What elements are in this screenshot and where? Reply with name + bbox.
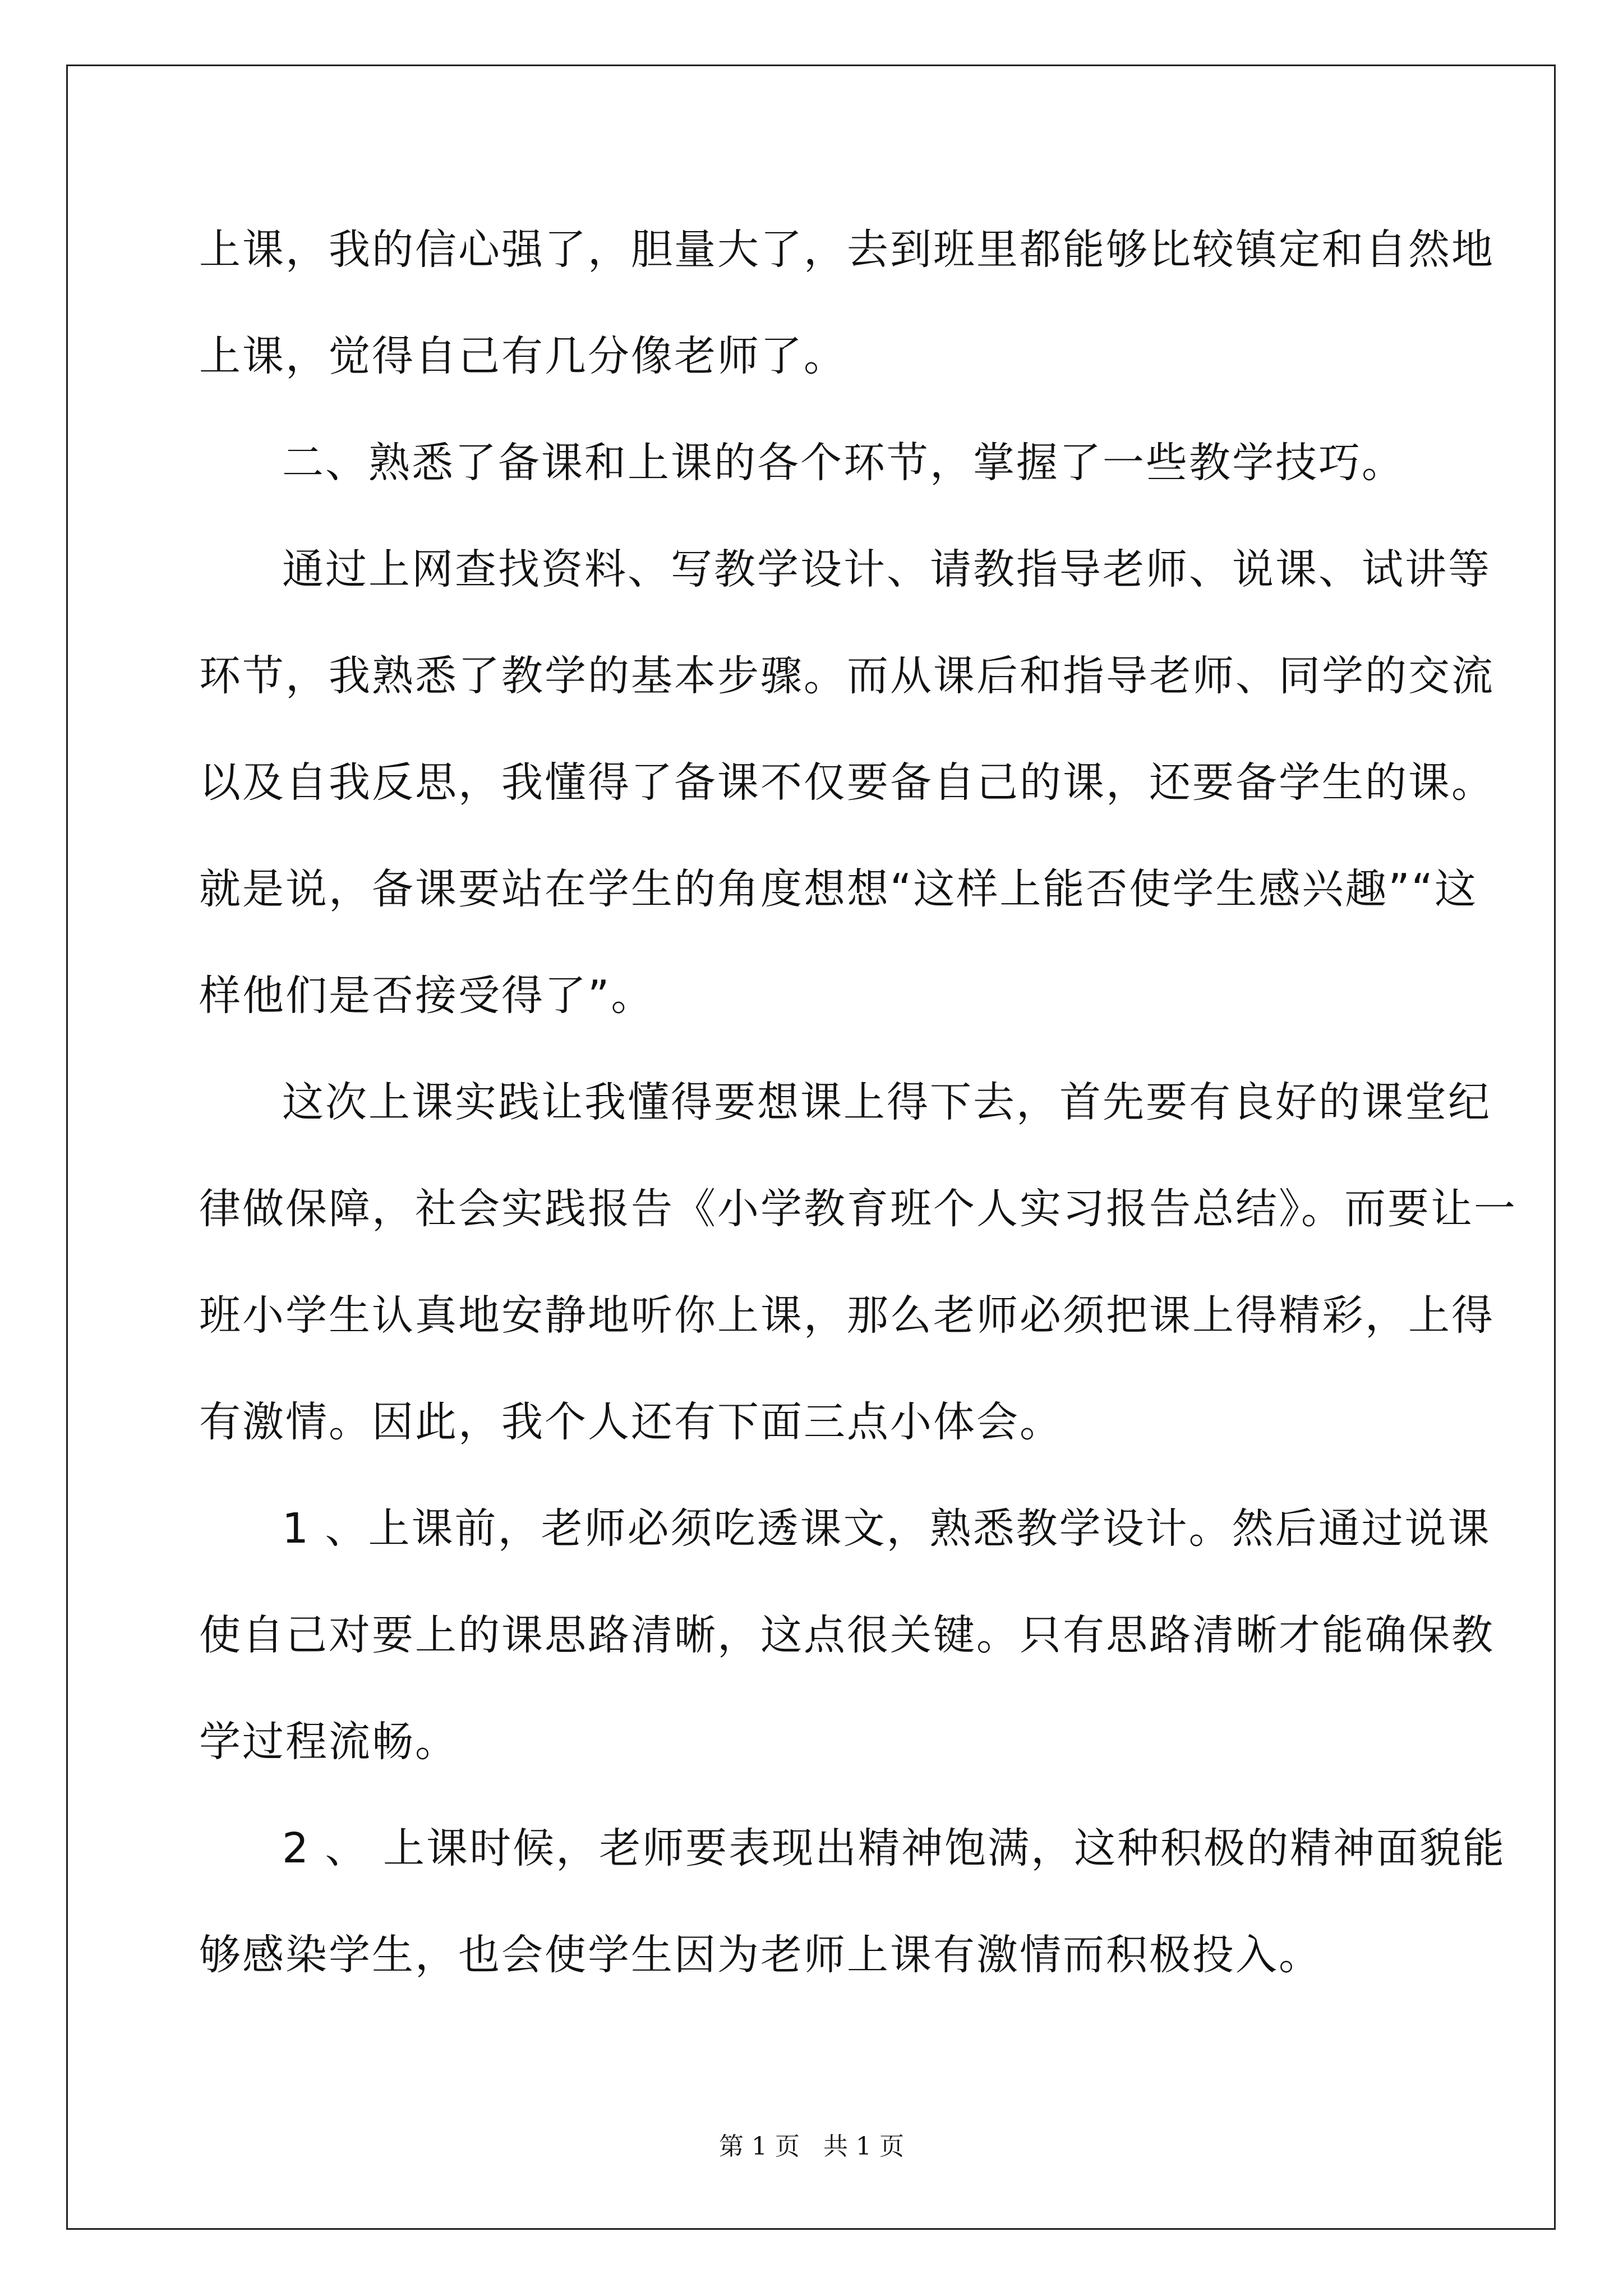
document-body [199, 196, 1517, 2008]
section-heading: 二、熟悉了备课和上课的各个环节，掌握了一些教学技巧。 [282, 439, 1405, 487]
text-line: 就是说，备课要站在学生的角度想想“这样上能否使学生感兴趣”“这 [199, 865, 1478, 913]
text-line: 环节，我熟悉了教学的基本步骤。而从课后和指导老师、同学的交流 [199, 652, 1495, 700]
text-line: 以及自我反思，我懂得了备课不仅要备自己的课，还要备学生的课。 [199, 758, 1495, 807]
text-line: 上课，我的信心强了，胆量大了，去到班里都能够比较镇定和自然地 [199, 226, 1495, 274]
list-item-1: 1 、上课前，老师必须吃透课文，熟悉教学设计。然后通过说课 [282, 1504, 1491, 1553]
list-item-2: 2 、 上课时候，老师要表现出精神饱满，这种积极的精神面貌能 [282, 1824, 1506, 1872]
text-line: 有激情。因此，我个人还有下面三点小体会。 [199, 1398, 1063, 1446]
page-total: 共 1 页 [823, 2132, 904, 2161]
text-line: 班小学生认真地安静地听你上课，那么老师必须把课上得精彩，上得 [199, 1291, 1495, 1340]
text-line: 这次上课实践让我懂得要想课上得下去，首先要有良好的课堂纪 [282, 1078, 1491, 1126]
text-line: 律做保障，社会实践报告《小学教育班个人实习报告总结》。而要让一 [199, 1185, 1517, 1233]
text-line: 样他们是否接受得了”。 [199, 972, 654, 1020]
text-line: 上课，觉得自己有几分像老师了。 [199, 332, 847, 380]
text-line: 够感染学生，也会使学生因为老师上课有激情而积极投入。 [199, 1931, 1322, 1979]
text-line: 使自己对要上的课思路清晰，这点很关键。只有思路清晰才能确保教 [199, 1611, 1495, 1659]
page-footer [0, 2126, 1623, 2162]
text-line: 通过上网查找资料、写教学设计、请教指导老师、说课、试讲等 [282, 545, 1491, 593]
page-number: 第 1 页 [719, 2132, 800, 2161]
text-line: 学过程流畅。 [199, 1718, 458, 1766]
